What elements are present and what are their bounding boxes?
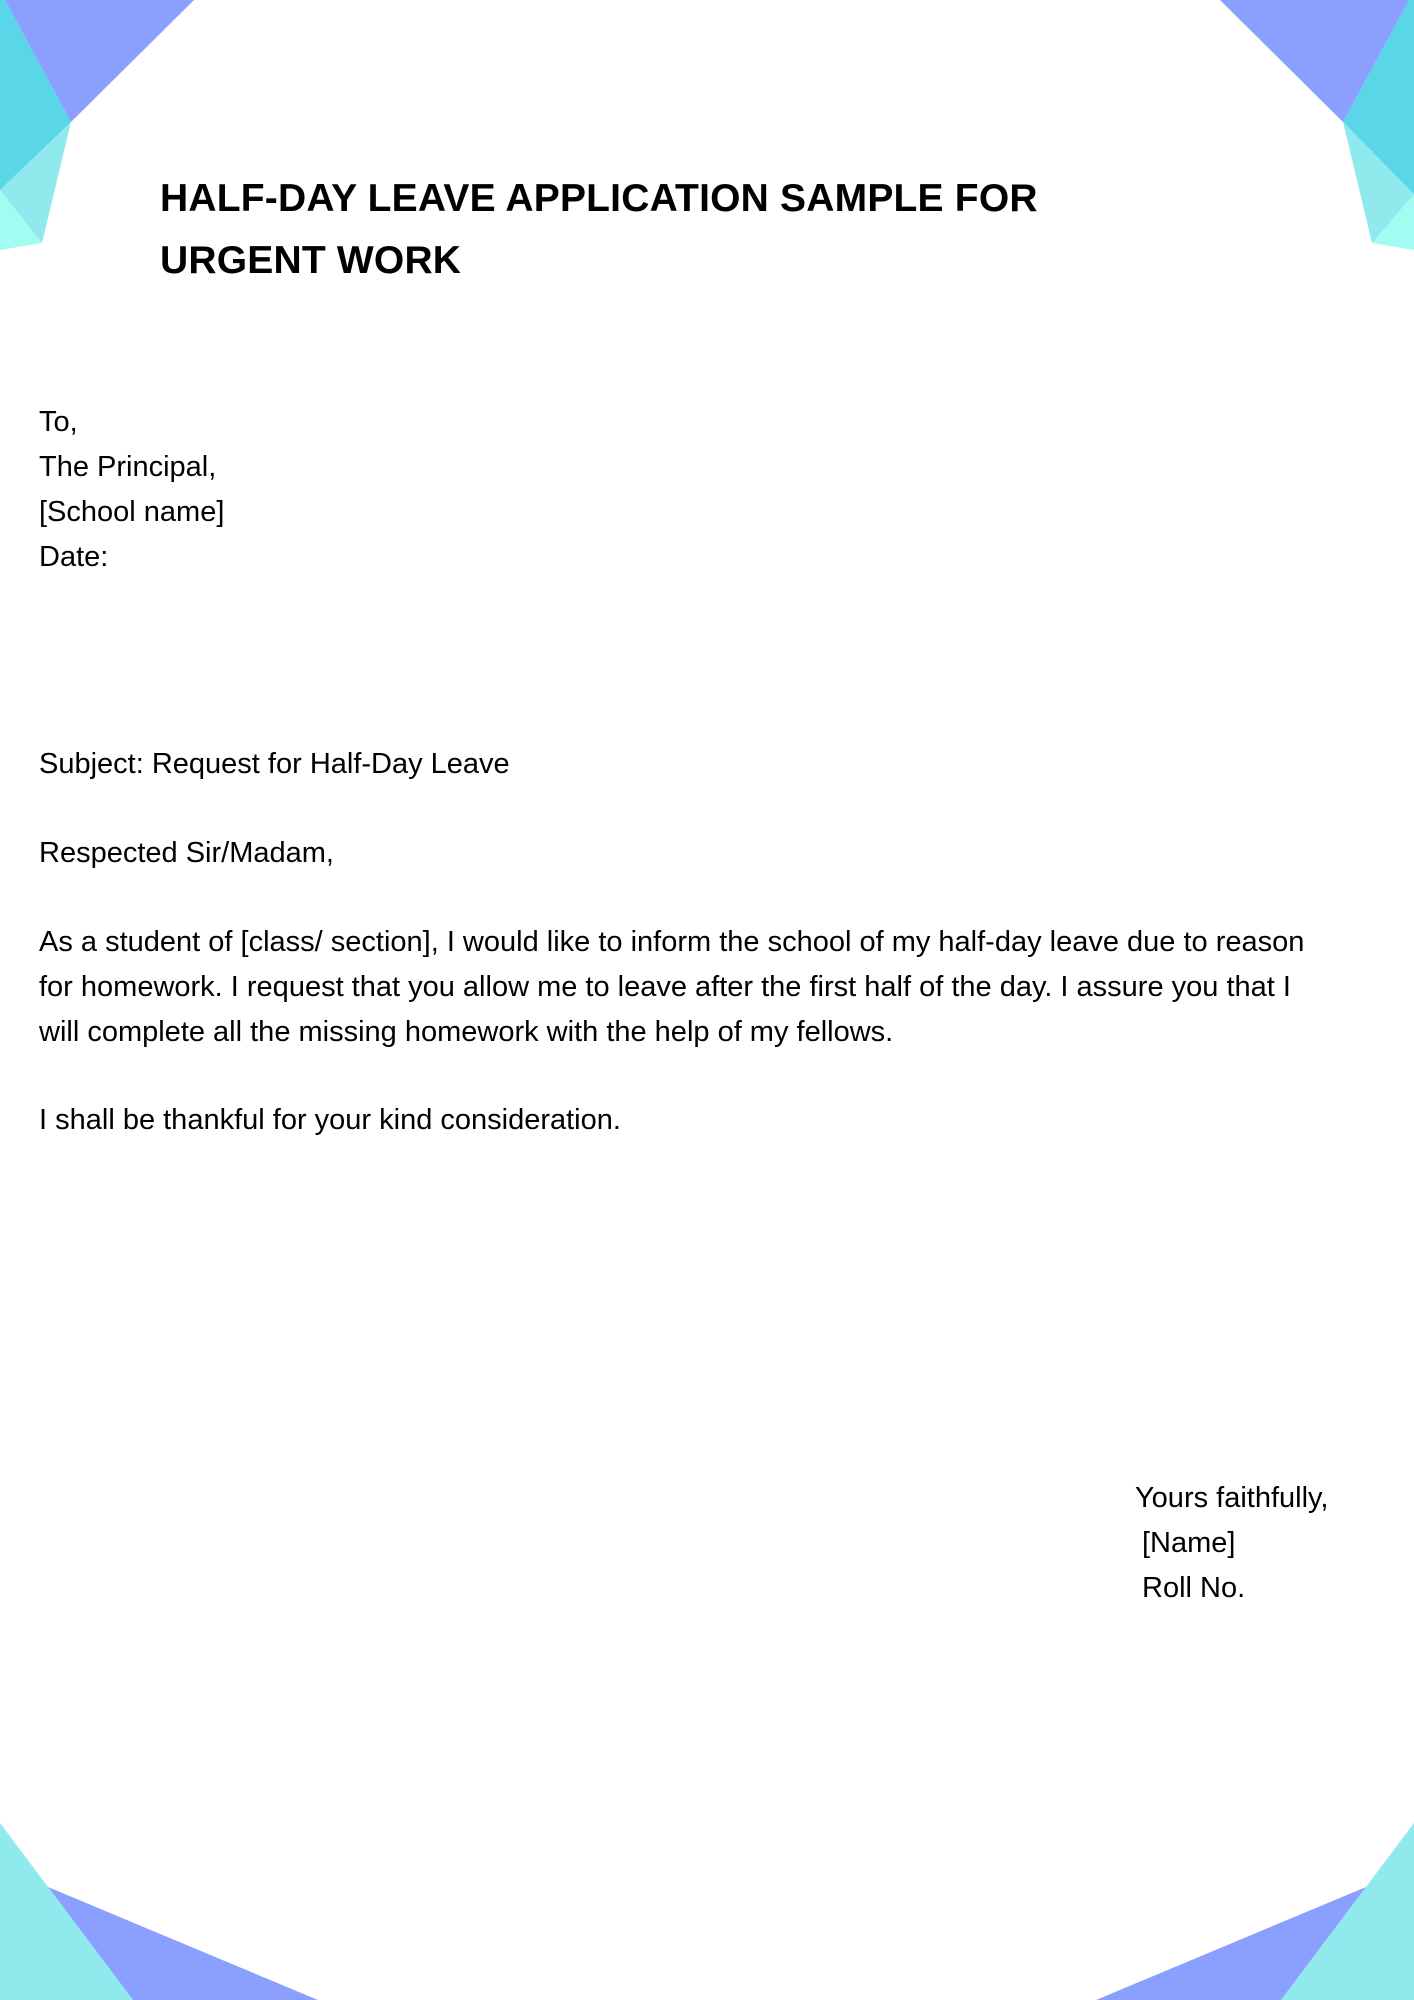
bottom-left-ornament-icon	[0, 1823, 318, 2000]
tr-cyan-shard	[1343, 0, 1414, 194]
recipient-address	[39, 400, 224, 580]
tr-periwinkle-shard	[1220, 0, 1409, 122]
tl-cyan-shard	[0, 0, 71, 190]
subject-line: Subject: Request for Half-Day Leave	[39, 748, 510, 780]
tr-pale-shard	[1343, 122, 1414, 243]
signer-name: [Name]	[1142, 1527, 1236, 1559]
document-title	[160, 168, 1160, 292]
bl-periwinkle-shard	[48, 1887, 318, 2000]
tr-mint-shard	[1372, 190, 1414, 250]
body-line: As a student of [class/ section], I would like to inform the school of my half-day leave due to reason	[39, 926, 1305, 958]
br-periwinkle-shard	[1096, 1887, 1366, 2000]
signoff-block	[1135, 1476, 1328, 1611]
body-paragraph	[39, 920, 1379, 1055]
address-school: [School name]	[39, 496, 225, 528]
valediction: Yours faithfully,	[1135, 1482, 1329, 1514]
address-date: Date:	[39, 541, 109, 573]
body-line: for homework. I request that you allow me to leave after the first half of the day. I assure you that I	[39, 971, 1291, 1003]
br-pale-shard	[1281, 1823, 1414, 2000]
title-line: HALF-DAY LEAVE APPLICATION SAMPLE FOR	[160, 177, 1038, 220]
bl-pale-shard	[0, 1823, 133, 2000]
salutation: Respected Sir/Madam,	[39, 837, 334, 869]
tl-mint-shard	[0, 190, 42, 250]
tl-pale-shard	[0, 122, 71, 243]
title-line: URGENT WORK	[160, 239, 462, 282]
bottom-right-ornament-icon	[1096, 1823, 1414, 2000]
top-right-ornament-icon	[1220, 0, 1414, 250]
body-line: will complete all the missing homework with the help of my fellows.	[39, 1016, 894, 1048]
tl-periwinkle-shard	[5, 0, 194, 122]
roll-number: Roll No.	[1142, 1572, 1246, 1604]
closing-line: I shall be thankful for your kind consideration.	[39, 1104, 621, 1136]
address-recipient: The Principal,	[39, 451, 217, 483]
address-to: To,	[39, 406, 78, 438]
